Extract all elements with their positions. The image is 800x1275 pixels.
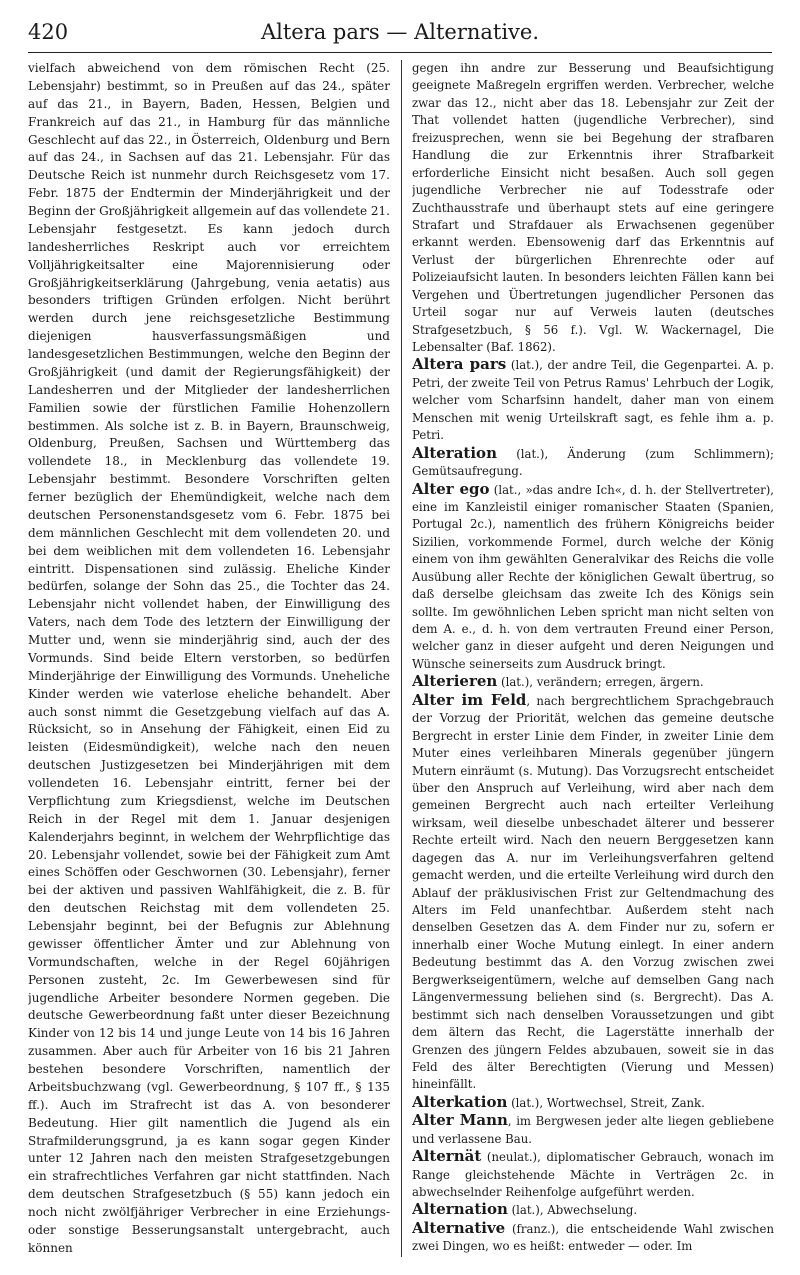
entry-alternation [412,1201,774,1219]
entry-text: (lat.), Abwechselung. [507,1203,638,1218]
entry-text: (lat.), verändern; erregen, ärgern. [497,675,704,690]
entry-alter-ego [412,481,774,674]
header-rule [28,52,772,53]
entry-text: (lat.), Wortwechsel, Streit, Zank. [507,1095,705,1110]
headword: Alternät [412,1147,482,1166]
headword: Alterieren [412,672,498,691]
entry-text: (franz.), die entscheidende Wahl zwischen zwei Dingen, wo es heißt: entweder — oder. Im [412,1221,774,1254]
entry-text: (lat.), Änderung (zum Schlimmern); Gemütsaufregung. [412,446,774,479]
running-title: Altera pars — Alternative. [260,20,540,44]
headword: Alter im Feld [412,690,527,709]
right-column-continuation: gegen ihn andre zur Besserung und Beaufsichtigung geeignete Maßregeln ergriffen werden. Verbrecher, welche zwar das 12., nicht aber das 18. Lebensjahr zur Zeit der That vollendet hatten (jugendliche Verbrecher), sind freizusprechen, wenn sie bei Begehung der strafbaren Handlung die zur Erkenntnis ihrer Strafbarkeit erforderliche Einsicht nicht besaßen. Auch soll gegen jugendliche Verbrecher nie auf Todesstrafe oder Zuchthausstrafe und überhaupt stets auf eine geringere Strafart und Strafdauer als Erwachsenen gegenüber erkannt werden. Ebensowenig darf das Erkenntnis auf Verlust der bürgerlichen Ehrenrechte oder auf Polizeiaufsicht lauten. In besonders leichten Fällen kann bei Vergehen und Übertretungen jugendlicher Personen das Urteil sogar nur auf Verweis lauten (deutsches Strafgesetzbuch, § 56 f.). Vgl. W. Wackernagel, Die Lebensalter (Baf. 1862). [412,61,774,354]
entry-text: (neulat.), diplomatischer Gebrauch, wonach im Range gleichstehende Mächte in Verträgen 2c. in abwechselnder Reihenfolge aufgeführt werden. [412,1150,774,1199]
entry-alter-im-feld [412,692,774,1094]
page-number: 420 [28,20,69,44]
headword: Alternative [412,1218,506,1237]
entry-alteration [412,445,774,481]
left-column [28,60,390,1262]
headword: Alterkation [412,1092,508,1111]
entry-alternative [412,1220,774,1256]
entry-text: , nach bergrechtlichem Sprachgebrauch der Vorzug der Priorität, welchen das gemeine deutsche Bergrecht in erster Linie dem Finder, in zweiter Linie dem Muter eines verleihbaren Minerals gegenüber jüngern Mutern einräumt (s. Mutung). Das Vorzugsrecht entscheidet über den Anspruch auf Verleihung, wird aber nach dem gemeinen Bergrecht auch nach erteilter Verleihung wirksam, weil dieselbe unbeschadet älterer und besserer Rechte erteilt wird. Nach den neuern Berggesetzen kann dagegen das A. nur im Verleihungsverfahren geltend gemacht werden, und die erteilte Verleihung wird durch den Ablauf der präklusivischen Frist zur Geltendmachung des Alters im Feld unanfechtbar. Außerdem steht nach denselben Gesetzen das A. dem Finder nur zu, sofern er innerhalb einer Woche Mutung einlegt. In einer andern Bedeutung bestimmt das A. den Vorzug zwischen zwei Bergwerkseigentümern, welche auf demselben Gang nach Längenvermessung beliehen sind (s. Bergrecht). Das A. bestimmt sich nach denselben Voraussetzungen und gibt dem ältern das Recht, die Lagerstätte innerhalb der Grenzen des jüngern Feldes abzubauen, soweit sie in das Feld des älter Berechtigten (Vierung und Messen) hineinfällt. [412,693,774,1092]
column-divider [401,60,402,1257]
entry-alterkation [412,1094,774,1112]
page-header [28,20,772,48]
entry-alterieren [412,673,774,691]
entry-text: (lat.), der andre Teil, die Gegenpartei. A. p. Petri, der zweite Teil von Petrus Ramus' Lehrbuch der Logik, welcher vom Scharfsinn handelt, daher man von einem Menschen mit wenig Urteilskraft sagt, es fehle ihm a. p. Petri. [412,358,774,443]
entry-altera-pars [412,356,774,444]
headword: Alter ego [412,479,490,498]
right-column [412,60,774,1262]
left-column-text: vielfach abweichend von dem römischen Recht (25. Lebensjahr) bestimmt, so in Preußen auf das 24., später auf das 21., in Bayern, Baden, Hessen, Belgien und Frankreich auf das 21., in Hamburg für das männliche Geschlecht auf das 22., in Österreich, Oldenburg und Bern auf das 24., in Sachsen auf das 21. Lebensjahr. Für das Deutsche Reich ist nunmehr durch Reichsgesetz vom 17. Febr. 1875 der Endtermin der Minderjährigkeit und der Beginn der Großjährigkeit allgemein auf das vollendete 21. Lebensjahr festgesetzt. Es kann jedoch durch landesherrliches Reskript auch vor erreichtem Volljährigkeitsalter eine Majorennisierung oder Großjährigkeitserklärung (Jahrgebung, venia aetatis) aus besonders triftigen Gründen erfolgen. Nicht berührt werden durch jene reichsgesetzliche Bestimmung diejenigen hausverfassungsmäßigen und landesgesetzlichen Bestimmungen, welche den Beginn der Großjährigkeit (und damit der Regierungsfähigkeit) der Landesherren und der Mitglieder der landesherrlichen Familien sowie der fürstlichen Familie Hohenzollern bestimmen. Als solche ist z. B. in Bayern, Braunschweig, Oldenburg, Preußen, Sachsen und Württemberg das vollendete 18., in Mecklenburg das vollendete 19. Lebensjahr bestimmt. Besondere Vorschriften gelten ferner bezüglich der Ehemündigkeit, welche nach dem deutschen Personenstandsgesetz vom 6. Febr. 1875 bei dem männlichen Geschlecht mit dem vollendeten 20. und bei dem weiblichen mit dem vollendeten 16. Lebensjahr eintritt. Dispensationen sind zulässig. Eheliche Kinder bedürfen, solange der Sohn das 25., die Tochter das 24. Lebensjahr nicht vollendet haben, der Einwilligung des Vaters, nach dem Tode des letztern der Einwilligung der Mutter und, wenn sie minderjährig sind, auch der des Vormunds. Sind beide Eltern verstorben, so bedürfen Minderjährige der Einwilligung des Vormunds. Uneheliche Kinder werden wie vaterlose eheliche behandelt. Aber auch sonst nimmt die Gesetzgebung vielfach auf das A. Rücksicht, so in Ansehung der Fähigkeit, einen Eid zu leisten (Eidesmündigkeit), welche nach den neuen deutschen Justizgesetzen bei Minderjährigen mit dem vollendeten 16. Lebensjahr eintritt, ferner bei der Verpflichtung zum Kriegsdienst, welche im Deutschen Reich in der Regel mit dem 1. Januar desjenigen Kalenderjahrs beginnt, in welchem der Wehrpflichtige das 20. Lebensjahr vollendet, sowie bei der Fähigkeit zum Amt eines Schöffen oder Geschwornen (30. Lebensjahr), ferner bei der aktiven und passiven Wahlfähigkeit, die z. B. für den deutschen Reichstag mit dem vollendeten 25. Lebensjahr beginnt, bei der Befugnis zur Ablehnung gewisser öffentlicher Ämter und zur Ablehnung von Vormundschaften, welche in der Regel 60jährigen Personen zusteht, 2c. Im Gewerbewesen sind für jugendliche Arbeiter besondere Normen gegeben. Die deutsche Gewerbeordnung faßt unter dieser Bezeichnung Kinder von 12 bis 14 und junge Leute von 14 bis 16 Jahren zusammen. Aber auch für Arbeiter von 16 bis 21 Jahren bestehen besondere Vorschriften, namentlich der Arbeitsbuchzwang (vgl. Gewerbeordnung, § 107 ff., § 135 ff.). Auch im Strafrecht ist das A. von besonderer Bedeutung. Hier gilt namentlich die Jugend als ein Strafmilderungsgrund, ja es kann sogar gegen Kinder unter 12 Jahren nach den meisten Strafgesetzgebungen ein strafrechtliches Verfahren gar nicht stattfinden. Nach dem deutschen Strafgesetzbuch (§ 55) kann jedoch ein noch nicht zwölfjähriger Verbrecher in eine Erziehungs- oder sonstige Besserungsanstalt untergebracht, auch können [28,61,390,1255]
entry-alternat [412,1148,774,1201]
headword: Alter Mann [412,1111,508,1130]
headword: Alteration [412,443,497,462]
entry-text: , im Bergwesen jeder alte liegen gebliebene und verlassene Bau. [412,1114,774,1146]
headword: Alternation [412,1200,508,1219]
entry-text: (lat., »das andre Ich«, d. h. der Stellvertreter), eine im Kanzleistil einiger romanischer Staaten (Spanien, Portugal 2c.), namentlich des frühern Königreichs beider Sizilien, vorkommende Formel, durch welche der König einem von ihm gewählten Generalvikar des Reichs die volle Ausübung aller Rechte der königlichen Gewalt übertrug, so daß derselbe gleichsam das zweite Ich des Königs sein sollte. Im gewöhnlichen Leben spricht man nicht selten von dem A. e., d. h. von dem vertrauten Freund einer Person, welcher ganz in dieser aufgeht und deren Neigungen und Wünsche seinerseits zum Ausdruck bringt. [412,482,774,671]
headword: Altera pars [412,355,507,374]
entry-alter-mann [412,1112,774,1148]
